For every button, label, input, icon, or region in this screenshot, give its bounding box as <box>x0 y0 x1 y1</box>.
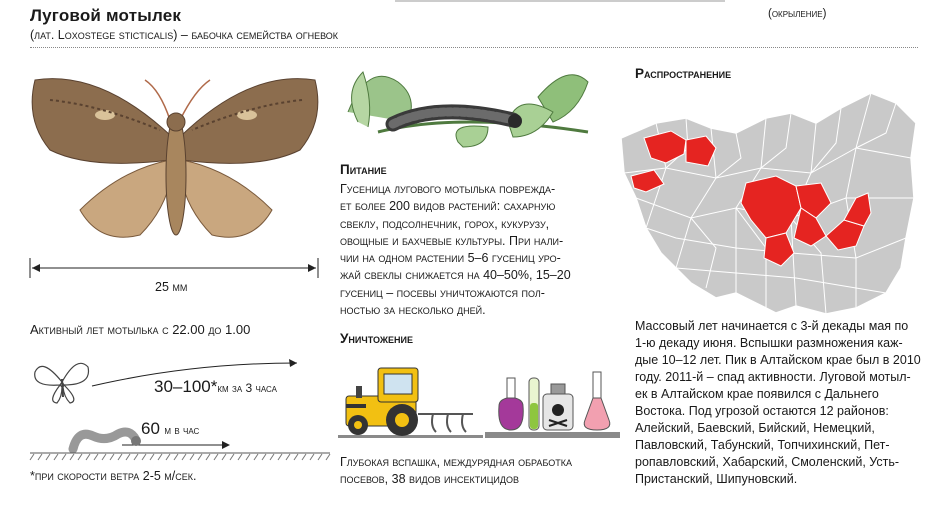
distribution-line: Востока. Под угрозой остаются 12 районов: <box>635 404 889 418</box>
feeding-line: овощные и бахчевые культуры. При нали- <box>340 233 564 248</box>
top-note: (окрыление) <box>768 8 827 20</box>
distribution-line: дые 10–12 лет. Пик в Алтайском крае был в 2010 <box>635 353 921 367</box>
butterfly-speed <box>154 377 277 397</box>
feeding-line: Гусеница лугового мотылька поврежда- <box>340 182 556 196</box>
chemicals-illustration <box>485 358 620 438</box>
page-title: Луговой мотылек <box>30 6 182 25</box>
distribution-line: году. 2011-й – спад активности. Луговой мотыл- <box>635 370 911 384</box>
feeding-line: ностью за несколько дней. <box>340 303 486 318</box>
ground-hatching <box>30 452 330 460</box>
feeding-line: жай свеклы снижается на 40–50%, 15–20 <box>340 268 571 283</box>
destruction-line: Глубокая вспашка, междурядная обработка <box>340 455 572 469</box>
distribution-line: ек в Алтайском крае появился с Дальнего <box>635 387 879 401</box>
distribution-line: 1-ю декаду июня. Вспышки размножения каж- <box>635 336 903 350</box>
butterfly-speed-unit: км за 3 часа <box>217 381 277 395</box>
distribution-line: Алейский, Баевский, Бийский, Немецкий, <box>635 421 875 435</box>
header-divider <box>30 47 918 48</box>
distribution-line: Массовый лет начинается с 3-й декады мая по <box>635 319 909 333</box>
flight-time-text: Активный лет мотылька с 22.00 до 1.00 <box>30 322 251 337</box>
distribution-line: ропавловский, Хабарский, Смоленский, Усть- <box>635 455 900 469</box>
distribution-text <box>635 318 933 488</box>
moth-illustration <box>10 60 340 250</box>
caterpillar-speed-number: 60 <box>141 419 160 438</box>
caterpillar-icon <box>68 424 148 454</box>
altai-region-map <box>616 88 921 318</box>
feeding-line: свеклу, подсолнечник, горох, кукурузу, <box>340 216 550 231</box>
butterfly-speed-number: 30–100* <box>154 377 218 396</box>
feeding-text <box>340 181 615 319</box>
speed-footnote: *при скорости ветра 2-5 м/сек. <box>30 469 197 483</box>
page-subtitle: (лат. Loxostege sticticalis) – бабочка семейства огневок <box>30 28 339 42</box>
top-cut-text-fragment <box>395 0 725 5</box>
caterpillar-speed-unit: м в час <box>164 423 200 437</box>
destruction-text <box>340 454 625 489</box>
butterfly-icon <box>32 357 92 407</box>
tractor-illustration <box>338 358 483 438</box>
caterpillar-plant-illustration <box>338 52 598 152</box>
feeding-heading: Питание <box>340 162 387 177</box>
caterpillar-speed <box>141 419 199 439</box>
destruction-line: посевов, 38 видов инсектицидов <box>340 472 519 487</box>
feeding-line: чии на одном растении 5–6 гусениц уро- <box>340 251 561 266</box>
destruction-heading: Уничтожение <box>340 331 413 346</box>
feeding-line: ет более 200 видов растений: сахарную <box>340 199 556 214</box>
wingspan-label: 25 мм <box>155 280 188 294</box>
distribution-heading: Распространение <box>635 66 732 81</box>
distribution-line: Павловский, Табунский, Топчихинский, Пет- <box>635 438 890 452</box>
feeding-line: гусениц – посевы уничтожаются пол- <box>340 285 545 300</box>
distribution-line: Пристанский, Шипуновский. <box>635 472 798 486</box>
wingspan-measure <box>30 258 320 278</box>
